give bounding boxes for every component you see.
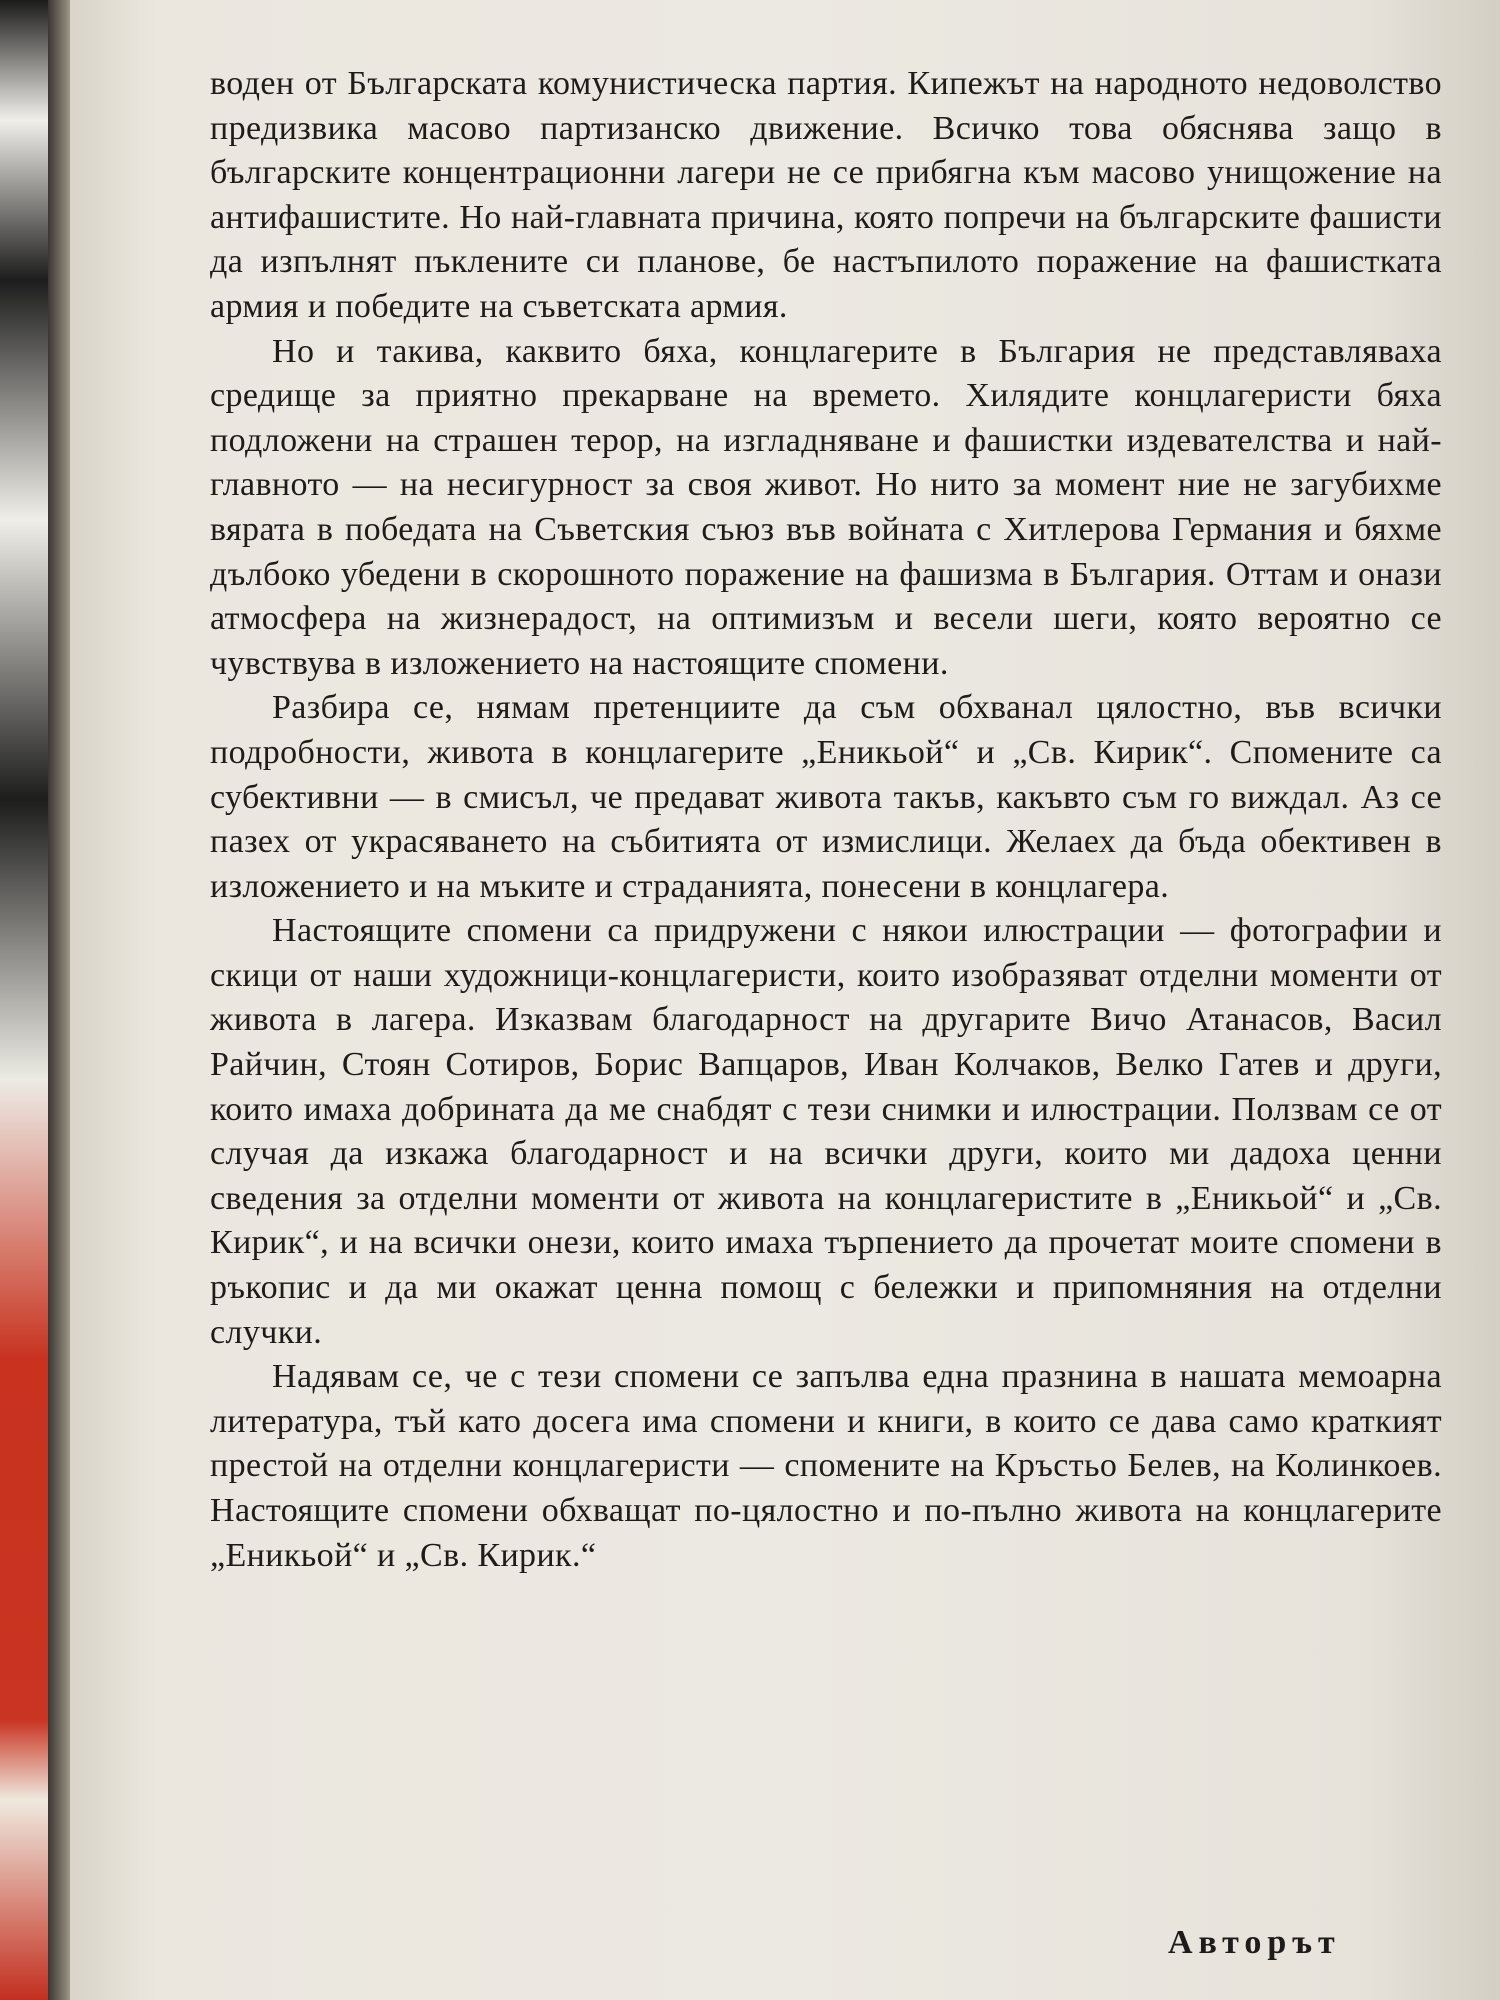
paragraph-5: Надявам се, че с тези спомени се запълва една празнина в нашата мемоарна литература, тъй като досега има спомени и книги, в които се дава само краткият престой на отделни концлагеристи — спомените на Кръстьо Белев, на Колинкоев. Настоящите спомени обхващат по-цялостно и по-пълно живота на концлагерите „Еникьой“ и „Св. Кирик.“ xyxy=(210,1358,1442,1574)
paragraph-1: воден от Българската комунистическа партия. Кипежът на народното недоволство предизвика масово партизанско движение. Всичко това обяснява защо в българските концентрационни лагери не се прибягна към масово унищожение на антифашистите. Но най-главната причина, която попречи на българските фашисти да изпълнят пъклените си планове, бе настъпилото поражение на фашистката армия и победите на съветската армия. xyxy=(210,65,1442,325)
paragraph-3: Разбира се, нямам претенциите да съм обхванал цялостно, във всички подробности, живота в концлагерите „Еникьой“ и „Св. Кирик“. Спомените са субективни — в смисъл, че предават живота такъв, какъвто съм го виждал. Аз се пазех от украсяването на събитията от измислици. Желаех да бъда обективен в изложението и на мъките и страданията, понесени в концлагера. xyxy=(210,689,1442,905)
page-text xyxy=(210,62,1442,1578)
paragraph-4: Настоящите спомени са придружени с някои илюстрации — фотографии и скици от наши художници-концлагеристи, които изобразяват отделни моменти от живота в лагера. Изказвам благодарност на другарите Вичо Атанасов, Васил Райчин, Стоян Сотиров, Борис Вапцаров, Иван Колчаков, Велко Гатев и други, които имаха добрината да ме снабдят с тези снимки и илюстрации. Ползвам се от случая да изкажа благодарност и на всички други, които ми дадоха ценни сведения за отделни моменти от живота на концлагеристите в „Еникьой“ и „Св. Кирик“, и на всички онези, които имаха търпението да прочетат моите спомени в ръкопис и да ми окажат ценна помощ с бележки и припомняния на отделни случки. xyxy=(210,912,1442,1351)
paragraph-2: Но и такива, каквито бяха, концлагерите в България не представляваха средище за приятно прекарване на времето. Хилядите концлагеристи бяха подложени на страшен терор, на изгладняване и фашистки издевателства и най-главното — на несигурност за своя живот. Но нито за момент ние не загубихме вярата в победата на Съветския съюз във войната с Хитлерова Германия и бяхме дълбоко убедени в скорошното поражение на фашизма в България. Оттам и онази атмосфера на жизнерадост, на оптимизъм и весели шеги, която вероятно се чувствува в изложението на настоящите спомени. xyxy=(210,332,1442,682)
author-signature: Авторът xyxy=(1168,1924,1341,1961)
book-page xyxy=(70,0,1500,2000)
book-cover-edge xyxy=(0,0,48,2000)
